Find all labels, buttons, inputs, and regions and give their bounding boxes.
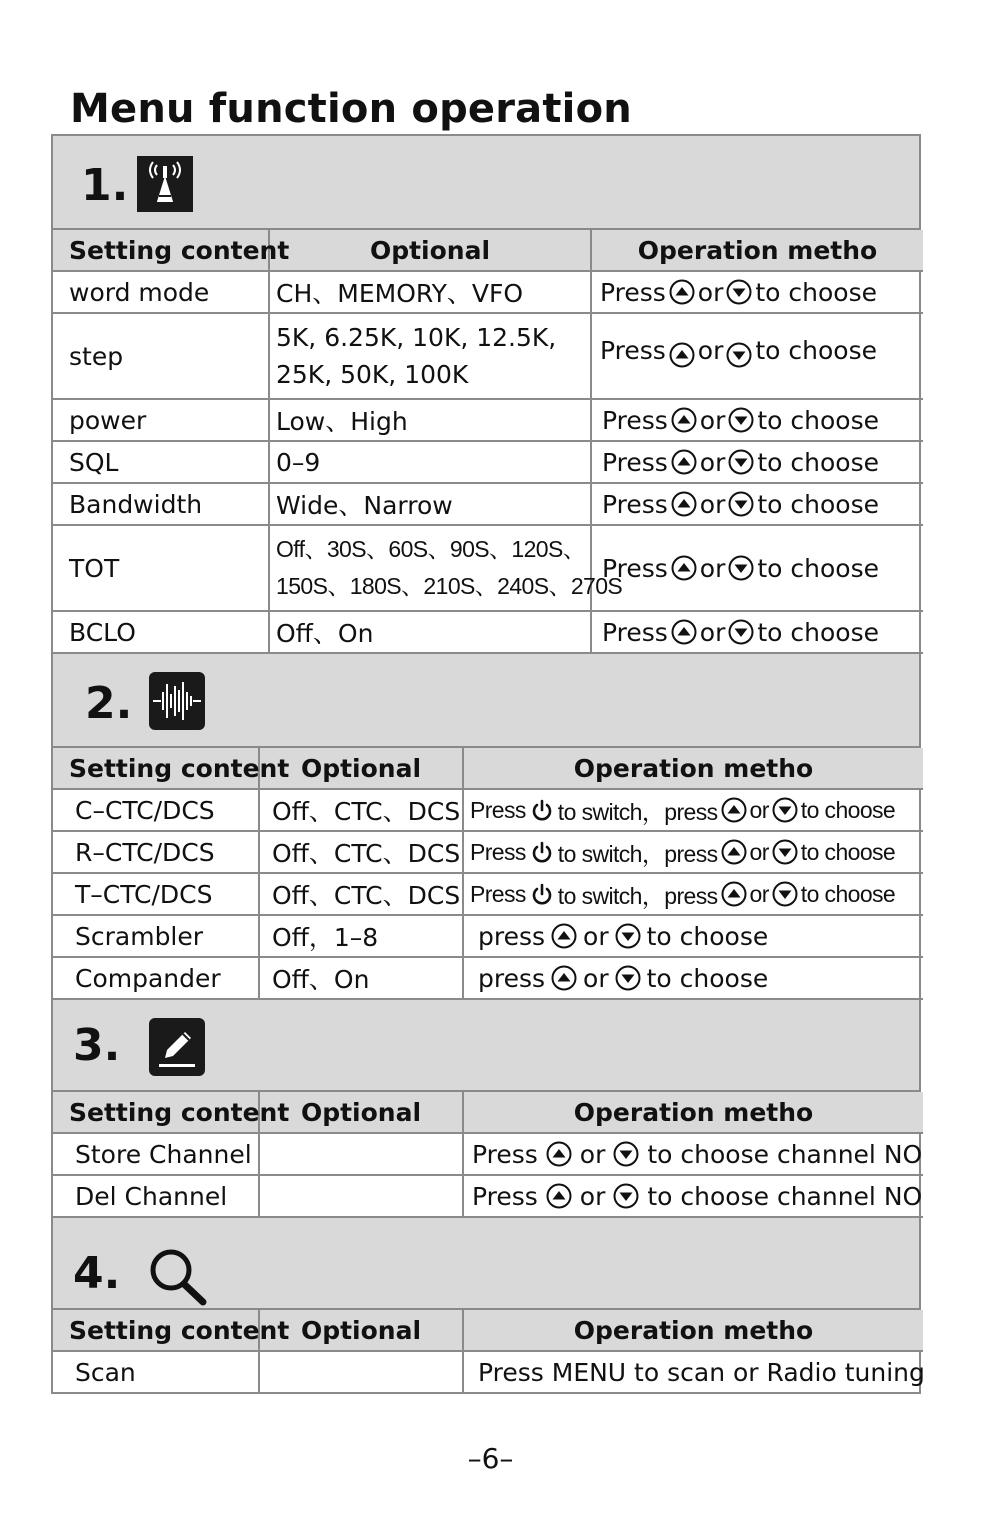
press-text: Press <box>470 838 526 865</box>
section-1-banner <box>53 136 919 230</box>
operation-cell <box>463 915 923 957</box>
tail-text: to choose <box>800 796 896 823</box>
up-arrow-button-icon <box>669 279 695 305</box>
section-3-table <box>53 1092 923 1218</box>
operation-cell <box>463 873 923 915</box>
table-header-row <box>53 230 923 271</box>
operation-cell: Press MENU to scan or Radio tuning <box>463 1351 923 1392</box>
section-3-banner <box>53 1000 919 1092</box>
down-arrow-button-icon <box>728 555 754 581</box>
down-arrow-button-icon <box>613 1183 639 1209</box>
optional-line-2: 150S、180S、210S、240S、270S <box>276 573 623 599</box>
optional-cell <box>269 525 623 611</box>
table-row <box>53 831 923 873</box>
setting-cell: Store Channel <box>53 1133 259 1175</box>
table-row <box>53 1133 923 1175</box>
section-number: 1. <box>81 160 129 211</box>
page-title: Menu function operation <box>70 86 632 132</box>
up-arrow-button-icon <box>671 407 697 433</box>
section-4-banner <box>53 1218 919 1310</box>
section-1-table <box>53 230 923 654</box>
optional-cell: CH、MEMORY、VFO <box>269 271 591 313</box>
tail-text: to choose <box>757 489 880 519</box>
or-text: or <box>583 921 609 951</box>
optional-cell <box>259 1351 463 1392</box>
setting-cell: Bandwidth <box>53 483 269 525</box>
operation-cell <box>591 525 923 611</box>
setting-cell: power <box>53 399 269 441</box>
optional-line-2: 25K, 50K, 100K <box>276 360 469 389</box>
setting-cell: Del Channel <box>53 1175 259 1217</box>
operation-cell <box>463 957 923 999</box>
down-arrow-button-icon <box>615 965 641 991</box>
table-row <box>53 1351 923 1392</box>
tail-text: to choose channel NO <box>647 1139 923 1169</box>
or-text: or <box>699 447 726 477</box>
down-arrow-button-icon <box>613 1141 639 1167</box>
press-text: Press <box>602 553 668 583</box>
table-row <box>53 441 923 483</box>
press-text: press <box>478 921 546 951</box>
down-arrow-button-icon <box>726 279 752 305</box>
section-number: 3. <box>73 1020 121 1071</box>
table-row <box>53 611 923 653</box>
table-row <box>53 483 923 525</box>
optional-cell: Off、CTC、DCS <box>259 789 463 831</box>
tail-text: to choose <box>757 617 880 647</box>
tail-text: to choose <box>646 963 769 993</box>
operation-cell <box>591 441 923 483</box>
operation-cell <box>463 1133 923 1175</box>
optional-line-1: 5K, 6.25K, 10K, 12.5K, <box>276 323 557 352</box>
header-operation: Operation metho <box>591 230 923 271</box>
press-text: Press <box>600 277 666 307</box>
tail-text: to choose <box>757 447 880 477</box>
optional-cell: Off、On <box>259 957 463 999</box>
header-optional: Optional <box>259 1310 463 1351</box>
optional-cell: 0–9 <box>269 441 591 483</box>
edit-pencil-icon <box>149 1018 205 1080</box>
optional-cell: Low、High <box>269 399 591 441</box>
optional-cell: Off、CTC、DCS <box>259 873 463 915</box>
optional-cell: Off，1–8 <box>259 915 463 957</box>
tail-text: to choose <box>757 405 880 435</box>
setting-cell: step <box>53 313 269 399</box>
setting-cell: TOT <box>53 525 269 611</box>
setting-cell: Scrambler <box>53 915 259 957</box>
power-button-icon <box>529 797 555 823</box>
header-setting-content: Setting content <box>53 1310 259 1351</box>
antenna-tower-icon <box>137 156 193 216</box>
down-arrow-button-icon <box>726 342 752 368</box>
header-operation: Operation metho <box>463 748 923 789</box>
or-text: or <box>579 1139 606 1169</box>
down-arrow-button-icon <box>728 491 754 517</box>
operation-cell <box>591 483 923 525</box>
table-row <box>53 957 923 999</box>
section-2-banner <box>53 654 919 748</box>
table-row <box>53 915 923 957</box>
table-header-row <box>53 1092 923 1133</box>
down-arrow-button-icon <box>615 923 641 949</box>
setting-cell: word mode <box>53 271 269 313</box>
search-magnifier-icon <box>147 1246 209 1310</box>
power-button-icon <box>529 839 555 865</box>
press-text: Press <box>602 617 668 647</box>
table-row <box>53 399 923 441</box>
up-arrow-button-icon <box>671 491 697 517</box>
table-row <box>53 873 923 915</box>
up-arrow-button-icon <box>721 839 747 865</box>
section-number: 2. <box>85 678 133 729</box>
table-header-row <box>53 1310 923 1351</box>
optional-cell: Off、On <box>269 611 591 653</box>
page-number: –6– <box>467 1442 514 1475</box>
press-text: Press <box>470 796 526 823</box>
down-arrow-button-icon <box>772 797 798 823</box>
header-optional: Optional <box>269 230 591 271</box>
down-arrow-button-icon <box>772 881 798 907</box>
setting-cell: R–CTC/DCS <box>53 831 259 873</box>
table-row <box>53 313 923 399</box>
header-setting-content: Setting content <box>53 1092 259 1133</box>
switch-text: to switch，press <box>557 840 718 867</box>
up-arrow-button-icon <box>671 449 697 475</box>
waveform-icon <box>149 672 205 734</box>
press-text: Press <box>470 880 526 907</box>
or-text: or <box>697 335 724 365</box>
switch-text: to switch，press <box>557 882 718 909</box>
section-number: 4. <box>73 1248 121 1299</box>
setting-cell: BCLO <box>53 611 269 653</box>
setting-cell: Scan <box>53 1351 259 1392</box>
down-arrow-button-icon <box>728 449 754 475</box>
setting-cell: Compander <box>53 957 259 999</box>
or-text: or <box>699 489 726 519</box>
header-optional: Optional <box>259 1092 463 1133</box>
up-arrow-button-icon <box>721 797 747 823</box>
setting-cell: T–CTC/DCS <box>53 873 259 915</box>
up-arrow-button-icon <box>721 881 747 907</box>
power-button-icon <box>529 881 555 907</box>
table-row <box>53 525 923 611</box>
operation-cell <box>591 399 923 441</box>
optional-cell: Off、CTC、DCS <box>259 831 463 873</box>
setting-cell: SQL <box>53 441 269 483</box>
press-text: Press <box>602 405 668 435</box>
tail-text: to choose channel NO <box>647 1181 923 1211</box>
table-header-row <box>53 748 923 789</box>
section-2-table <box>53 748 923 1000</box>
or-text: or <box>699 617 726 647</box>
or-text: or <box>579 1181 606 1211</box>
tail-text: to choose <box>755 277 878 307</box>
or-text: or <box>749 838 769 865</box>
tail-text: to choose <box>800 880 896 907</box>
press-text: Press <box>602 447 668 477</box>
optional-line-1: Off、30S、60S、90S、120S、 <box>276 536 586 562</box>
operation-cell <box>591 271 923 313</box>
table-row <box>53 1175 923 1217</box>
tail-text: to choose <box>757 553 880 583</box>
up-arrow-button-icon <box>551 965 577 991</box>
or-text: or <box>699 553 726 583</box>
optional-cell: Wide、Narrow <box>269 483 591 525</box>
header-operation: Operation metho <box>463 1310 923 1351</box>
up-arrow-button-icon <box>671 619 697 645</box>
section-4-table <box>53 1310 923 1392</box>
header-optional: Optional <box>259 748 463 789</box>
operation-cell <box>463 831 923 873</box>
table-row <box>53 271 923 313</box>
header-setting-content: Setting content <box>53 748 259 789</box>
press-text: Press <box>472 1181 538 1211</box>
switch-text: to switch，press <box>557 798 718 825</box>
press-text: Press <box>602 489 668 519</box>
or-text: or <box>697 277 724 307</box>
header-setting-content: Setting content <box>53 230 269 271</box>
down-arrow-button-icon <box>728 619 754 645</box>
or-text: or <box>749 880 769 907</box>
header-operation: Operation metho <box>463 1092 923 1133</box>
or-text: or <box>749 796 769 823</box>
up-arrow-button-icon <box>671 555 697 581</box>
operation-cell <box>591 313 923 399</box>
press-text: press <box>478 963 546 993</box>
operation-cell <box>591 611 923 653</box>
press-text: Press <box>472 1139 538 1169</box>
tail-text: to choose <box>755 335 878 365</box>
down-arrow-button-icon <box>728 407 754 433</box>
menu-function-sheet <box>51 134 925 1394</box>
up-arrow-button-icon <box>546 1141 572 1167</box>
operation-cell <box>463 789 923 831</box>
optional-cell <box>259 1175 463 1217</box>
table-row <box>53 789 923 831</box>
optional-cell <box>259 1133 463 1175</box>
up-arrow-button-icon <box>669 342 695 368</box>
tail-text: to choose <box>800 838 896 865</box>
or-text: or <box>699 405 726 435</box>
or-text: or <box>583 963 609 993</box>
operation-cell <box>463 1175 923 1217</box>
tail-text: to choose <box>646 921 769 951</box>
press-text: Press <box>600 335 666 365</box>
up-arrow-button-icon <box>551 923 577 949</box>
down-arrow-button-icon <box>772 839 798 865</box>
optional-cell <box>269 313 591 399</box>
setting-cell: C–CTC/DCS <box>53 789 259 831</box>
up-arrow-button-icon <box>546 1183 572 1209</box>
